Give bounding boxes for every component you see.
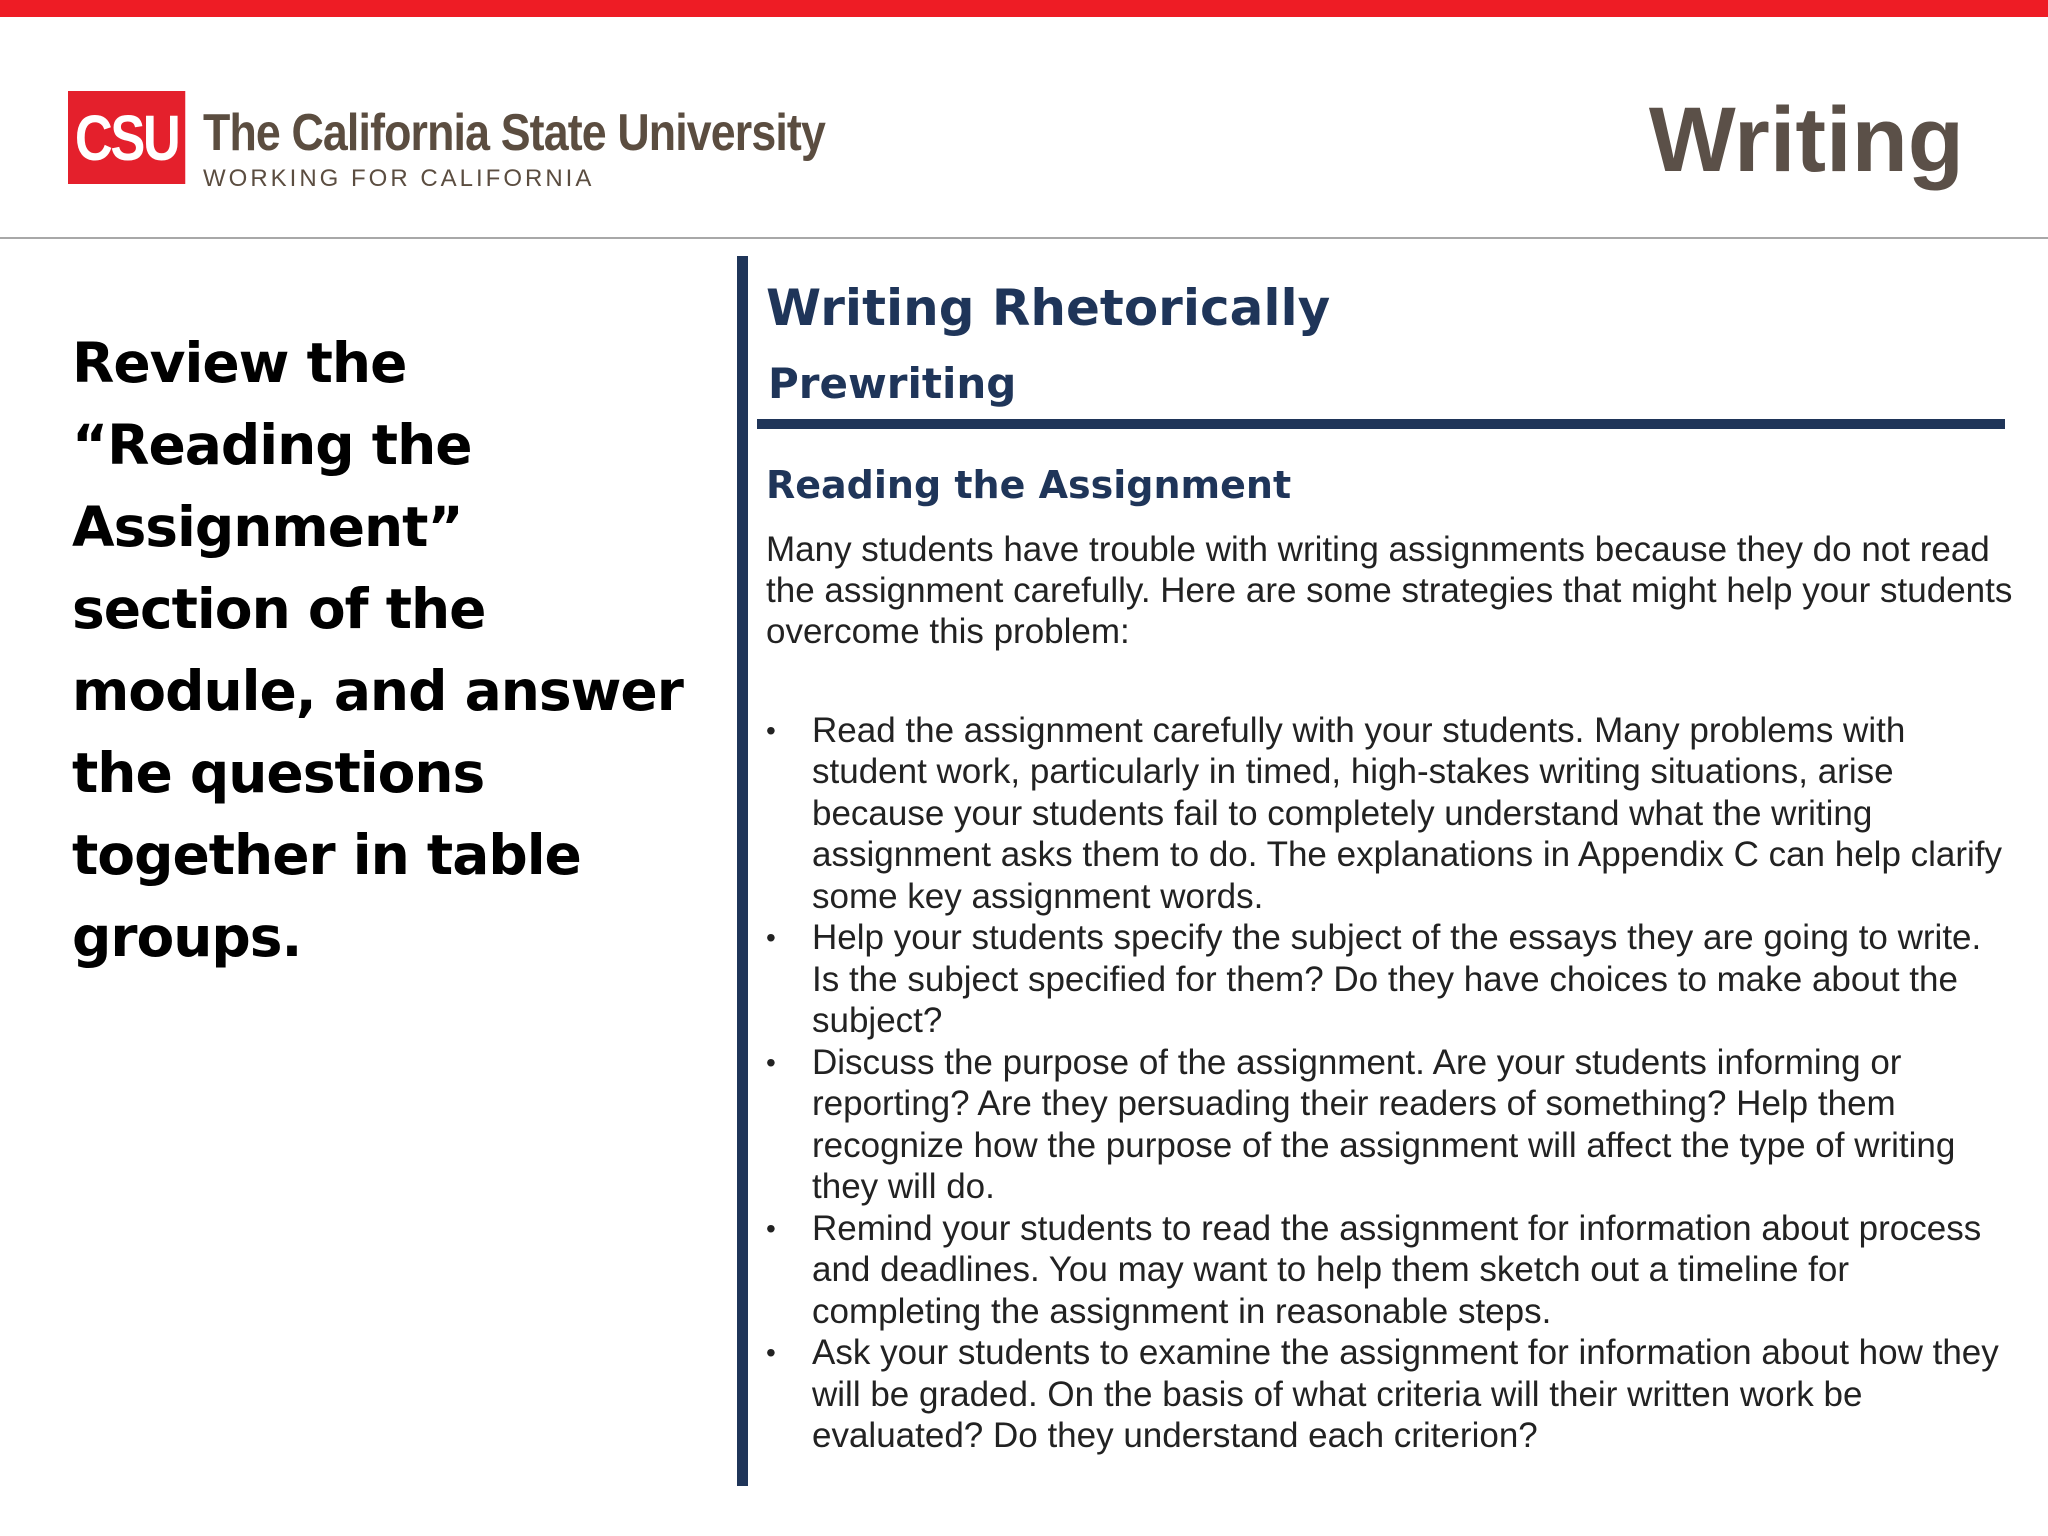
- bullet-icon: •: [766, 1337, 776, 1369]
- list-item: [766, 710, 2016, 918]
- bullet-icon: •: [766, 1046, 776, 1078]
- document-intro: Many students have trouble with writing assignments because they do not read the assignment carefully. Here are some strategies that might help your students overcome this problem:: [766, 529, 2013, 651]
- instruction-prompt: Review the “Reading the Assignment” section of the module, and answer the questions together in table groups.: [72, 331, 683, 969]
- header-divider: [0, 237, 2048, 239]
- document-excerpt: [766, 276, 2016, 1457]
- csu-logo-tagline: WORKING FOR CALIFORNIA: [203, 165, 595, 192]
- vertical-divider: [737, 256, 748, 1486]
- list-item: [766, 1042, 2016, 1208]
- bullet-icon: •: [766, 922, 776, 954]
- bullet-icon: •: [766, 714, 776, 746]
- csu-logo: [68, 91, 926, 192]
- list-item: [766, 1332, 2016, 1457]
- list-item-text: Discuss the purpose of the assignment. Are your students informing or reporting? Are they persuading their readers of something? Help them recognize how the purpose of the assignment will affect the type of writing they will do.: [812, 1042, 1956, 1207]
- list-item-text: Remind your students to read the assignment for information about process and deadlines. You may want to help them sketch out a timeline for completing the assignment in reasonable steps.: [812, 1208, 1982, 1331]
- strategy-list: [766, 710, 2016, 1457]
- csu-logo-mark: CSU: [68, 91, 185, 184]
- list-item: [766, 1208, 2016, 1333]
- list-item-text: Help your students specify the subject of the essays they are going to write. Is the subject specified for them? Do they have choices to make about the subject?: [812, 918, 1982, 1041]
- document-title: Writing Rhetorically: [766, 279, 1331, 337]
- section-title: Writing: [1648, 89, 1964, 191]
- list-item: [766, 917, 2016, 1042]
- list-item-text: Read the assignment carefully with your students. Many problems with student work, particularly in timed, high-stakes writing situations, arise because your students fail to completely understand what the writing assignment asks them to do. The explanations in Appendix C can help clarify some key assignment words.: [812, 710, 2003, 916]
- document-heading: Reading the Assignment: [766, 463, 1292, 508]
- document-rule: [757, 419, 2005, 429]
- list-item-text: Ask your students to examine the assignment for information about how they will be graded. On the basis of what criteria will their written work be evaluated? Do they understand each criterion?: [812, 1333, 1999, 1456]
- csu-logo-title: The California State University: [203, 104, 825, 162]
- bullet-icon: •: [766, 1212, 776, 1244]
- csu-logo-text: [203, 91, 926, 193]
- top-accent-bar: [0, 0, 2048, 17]
- document-subtitle: Prewriting: [768, 359, 1017, 408]
